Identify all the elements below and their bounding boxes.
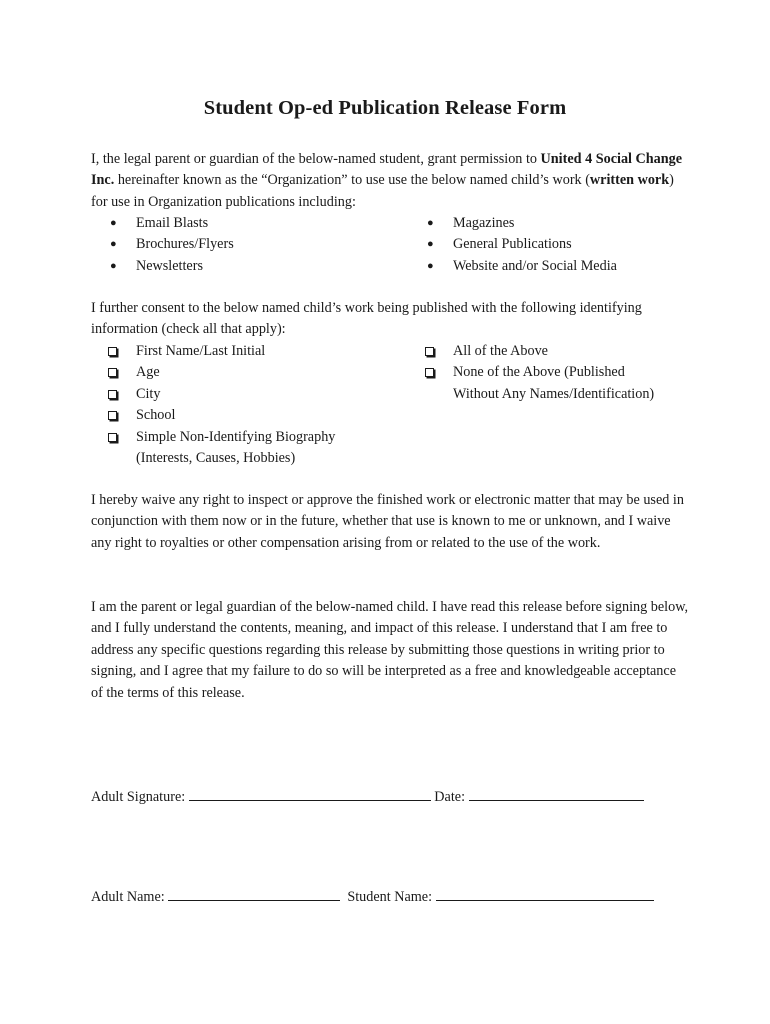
checkbox-label: Age: [136, 364, 160, 381]
list-item: [425, 213, 617, 234]
checkbox-label: None of the Above (Published: [453, 364, 625, 381]
publications-list-right: [425, 213, 617, 277]
publication-label: Magazines: [453, 215, 515, 231]
acknowledgement-paragraph: I am the parent or legal guardian of the below-named child. I have read this release before signing below, and I fully understand the contents, meaning, and impact of this release. I understand that I am free to address any specific questions regarding this release by submitting those questions in writing prior to signing, and I agree that my failure to do so will be interpreted as a free and knowledgeable acceptance of the terms of this release.: [91, 599, 689, 701]
checkbox-item[interactable]: [108, 384, 335, 405]
bullet-icon: ●: [427, 238, 434, 251]
checkbox-label: Without Any Names/Identification): [453, 385, 655, 402]
checkbox-icon[interactable]: [425, 368, 434, 377]
checkbox-label: (Interests, Causes, Hobbies): [136, 450, 296, 467]
intro-text-1: I, the legal parent or guardian of the below-named student, grant permission to: [91, 151, 541, 167]
identifier-checklist-left: [108, 341, 335, 469]
list-item: [108, 234, 234, 255]
publication-label: General Publications: [453, 236, 572, 253]
adult-signature-label: Adult Signature:: [91, 789, 189, 805]
checkbox-label-continuation: [425, 384, 654, 405]
checkbox-item[interactable]: [108, 362, 335, 383]
checkbox-icon[interactable]: [108, 347, 117, 356]
form-title: Student Op-ed Publication Release Form: [203, 97, 567, 119]
bullet-icon: ●: [110, 259, 117, 272]
checkbox-label: City: [136, 385, 161, 402]
student-name-label: Student Name:: [340, 889, 436, 905]
intro-text-3: ) for use in Organization publications including:: [91, 172, 674, 210]
intro-text-2: hereinafter known as the “Organization” to use use the below named child’s work (: [114, 172, 590, 189]
bullet-icon: ●: [110, 217, 117, 229]
list-item: [108, 213, 234, 234]
checkbox-icon[interactable]: [108, 390, 117, 399]
adult-signature-field[interactable]: [189, 786, 431, 801]
checkbox-icon[interactable]: [108, 411, 117, 420]
list-item: [425, 234, 617, 255]
checkbox-icon[interactable]: [425, 347, 434, 356]
checkbox-item[interactable]: [108, 427, 335, 448]
checkbox-item[interactable]: [108, 405, 335, 426]
checkbox-item[interactable]: [108, 341, 335, 362]
adult-name-label: Adult Name:: [91, 889, 169, 905]
permission-paragraph: [91, 149, 691, 213]
names-row: [91, 886, 654, 906]
publication-label: Website and/or Social Media: [453, 257, 617, 274]
organization-name: United 4 Social Change Inc.: [91, 151, 683, 189]
checkbox-label: First Name/Last Initial: [136, 343, 266, 359]
checkbox-label: All of the Above: [453, 343, 548, 359]
publications-list-left: [108, 213, 234, 277]
student-name-field[interactable]: [436, 886, 654, 901]
signature-row: [91, 786, 644, 806]
publication-label: Newsletters: [136, 257, 203, 274]
publication-label: Brochures/Flyers: [136, 236, 234, 253]
checkbox-item[interactable]: [425, 341, 654, 362]
date-field[interactable]: [469, 786, 644, 801]
checkbox-item[interactable]: [425, 362, 654, 383]
adult-name-field[interactable]: [168, 886, 340, 901]
bullet-icon: ●: [427, 217, 434, 229]
publication-label: Email Blasts: [136, 215, 209, 231]
identifier-checklist-right: [425, 341, 654, 405]
bullet-icon: ●: [110, 238, 117, 251]
bullet-icon: ●: [427, 259, 434, 272]
checkbox-label: School: [136, 407, 176, 424]
consent-paragraph: I further consent to the below named child’s work being published with the following identifying information (check all that apply):: [91, 300, 642, 338]
work-type: written work: [589, 172, 670, 189]
checkbox-icon[interactable]: [108, 368, 117, 377]
date-label: Date:: [430, 789, 469, 805]
waiver-paragraph: I hereby waive any right to inspect or approve the finished work or electronic matter that may be used in conjunction with them now or in the future, whether that use is known to me or unknown, and I waive any right to royalties or other compensation arising from or related to the use of the work.: [91, 492, 684, 551]
checkbox-label: Simple Non-Identifying Biography: [136, 428, 336, 445]
list-item: [108, 256, 234, 277]
checkbox-icon[interactable]: [108, 433, 117, 442]
list-item: [425, 256, 617, 277]
checkbox-label-continuation: [108, 448, 335, 469]
